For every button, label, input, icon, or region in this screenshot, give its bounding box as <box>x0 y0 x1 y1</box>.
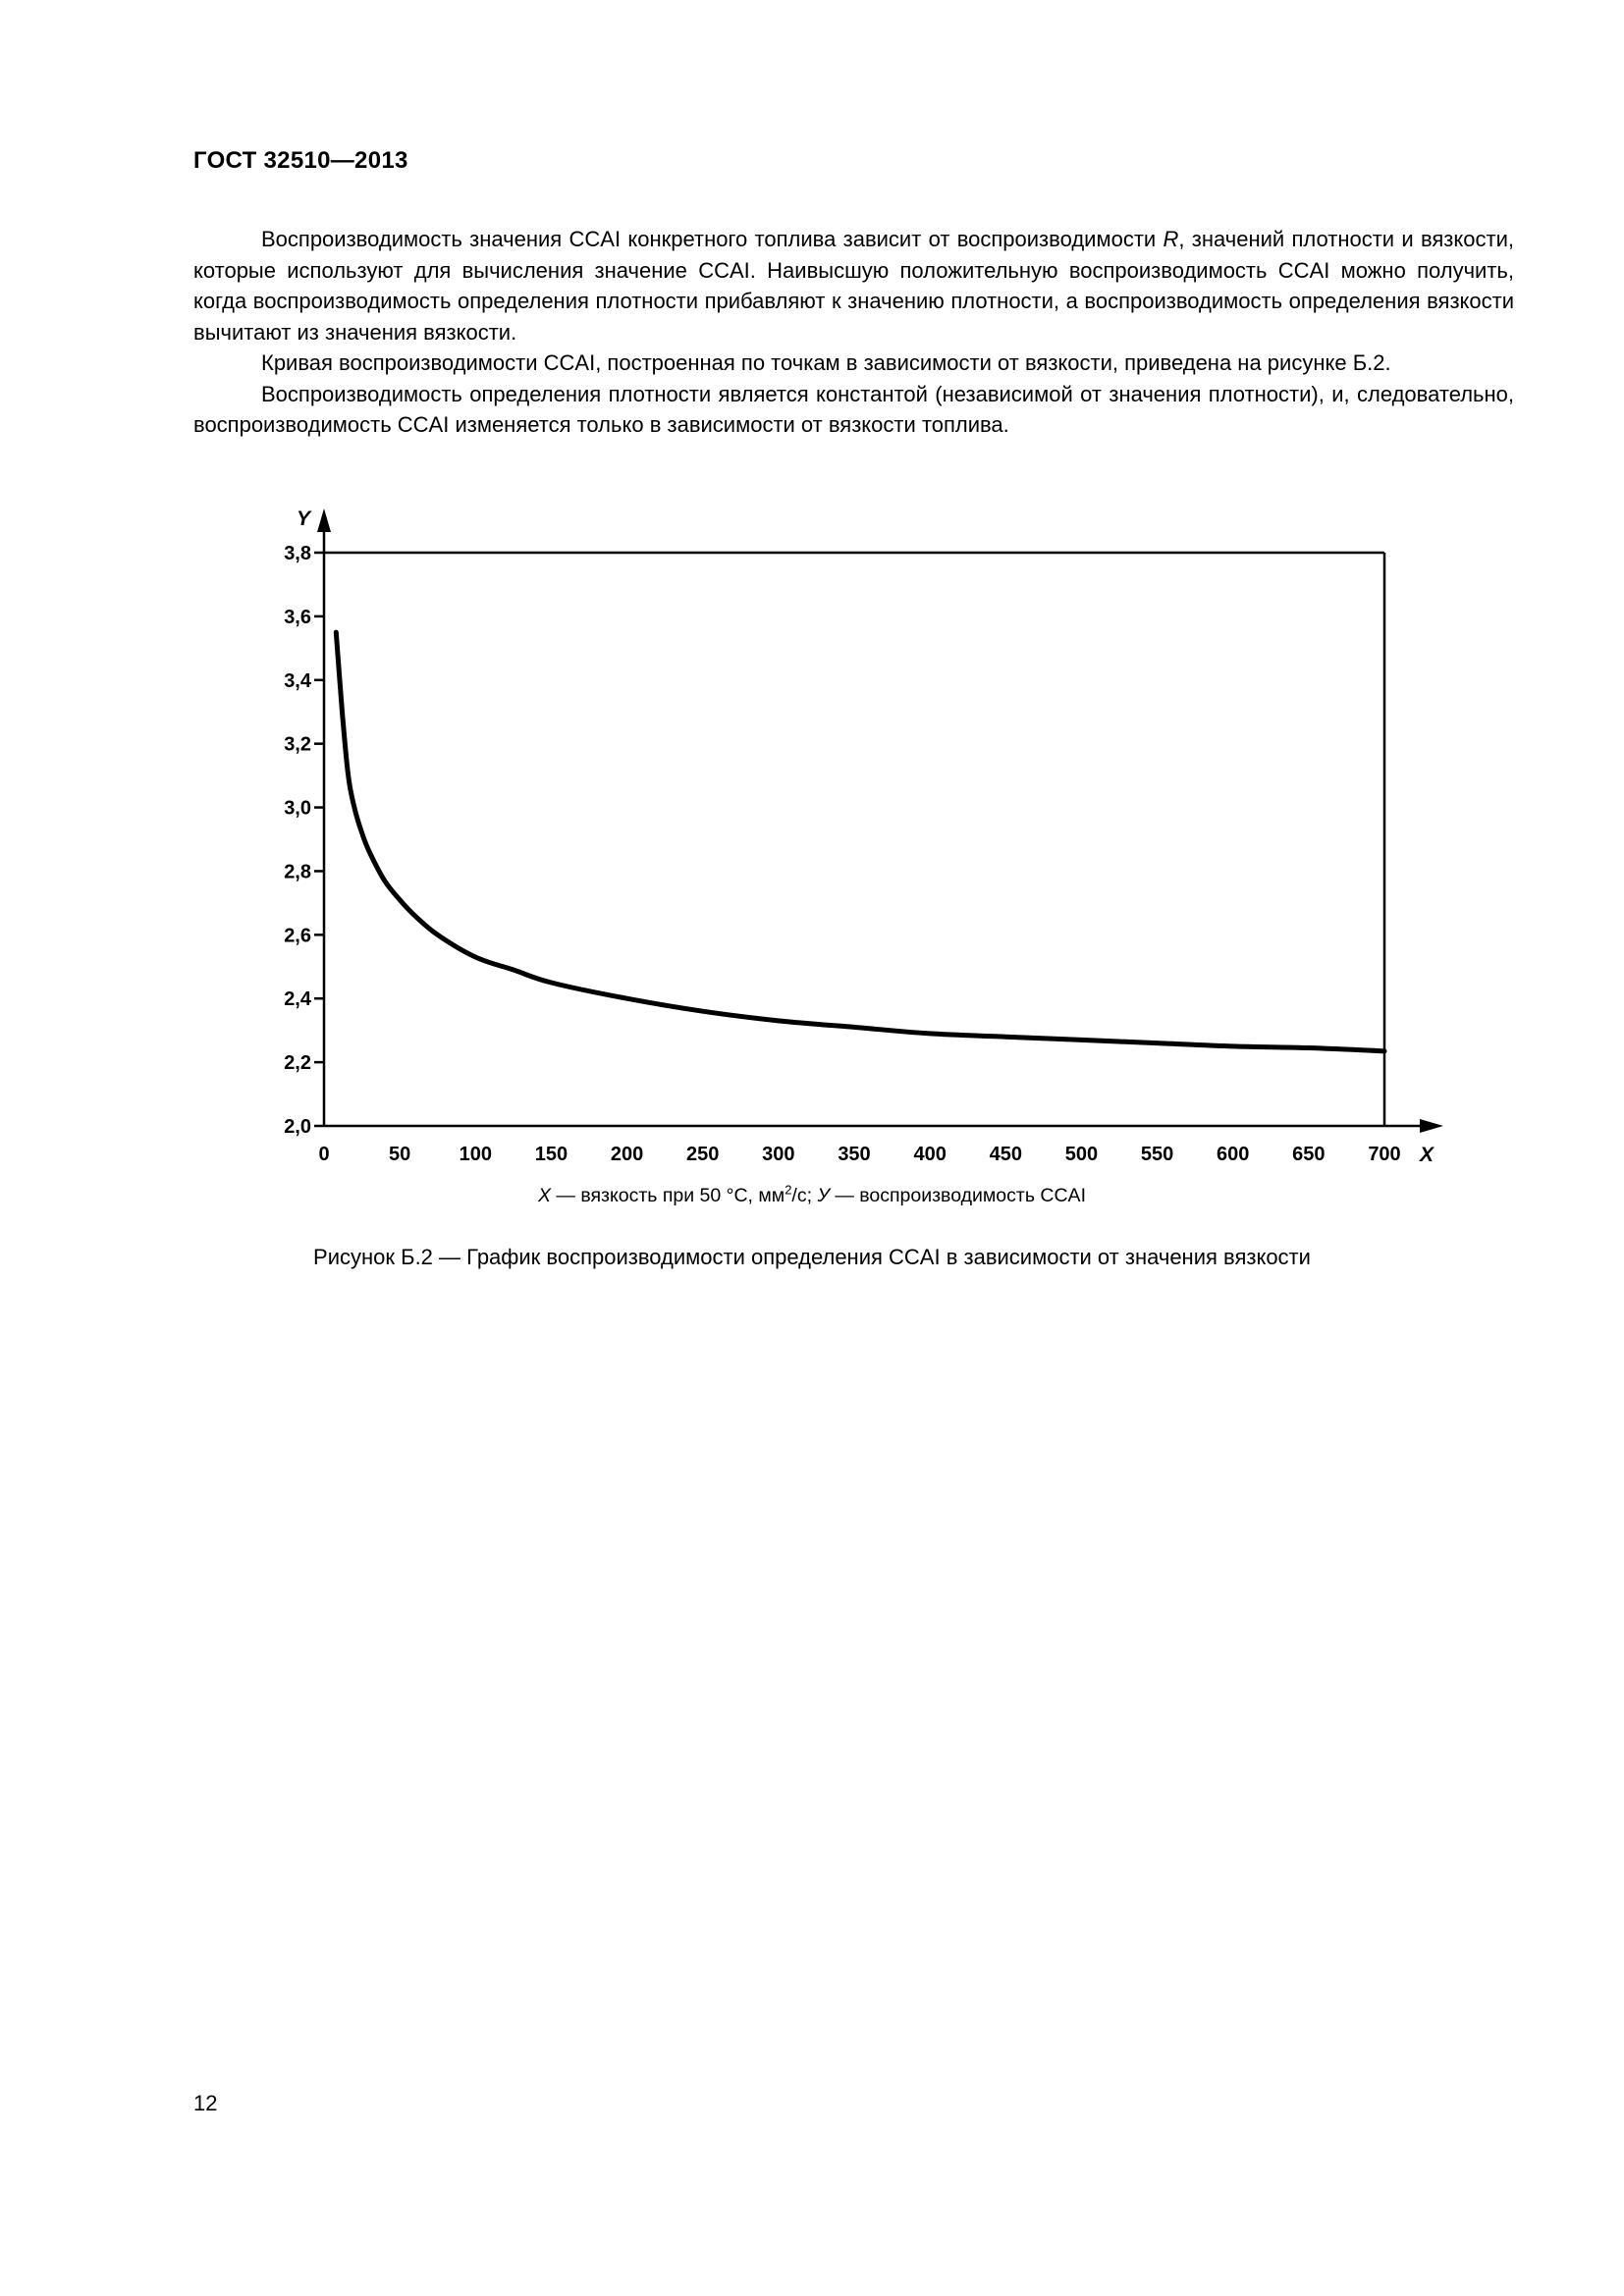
y-tick-label: 3,8 <box>284 543 311 564</box>
x-tick-label: 250 <box>686 1144 720 1165</box>
paragraph-1-part-1: Воспроизводимость значения CCAI конкретного топлива зависит от воспроизводимости <box>261 227 1164 251</box>
x-tick-label: 300 <box>762 1144 795 1165</box>
y-tick-label: 3,4 <box>284 669 311 692</box>
legend-y-description: — воспроизводимость CCAI <box>829 1185 1086 1206</box>
x-tick-label: 600 <box>1217 1144 1250 1165</box>
x-tick-label: 650 <box>1292 1144 1326 1165</box>
figure-caption: Рисунок Б.2 — График воспроизводимости определения CCAI в зависимости от значения вязкости <box>313 1245 1311 1269</box>
page-number: 12 <box>193 2091 218 2115</box>
y-tick-label: 2,6 <box>284 925 311 947</box>
y-tick-label: 3,6 <box>284 606 311 628</box>
paragraph-1-part-2: , значений плотности и вязкости, которые используют для вычисления значение CCAI. Наивысшую положительную воспроизводимость CCAI можно получить, когда воспроизводимость определения плотности прибавляют к значению плотности, а воспроизводимость определения вязкости вычитают из значения вязкости. <box>193 227 1514 345</box>
legend-x-description: — вязкость при 50 °С, мм <box>551 1185 785 1206</box>
x-tick-label: 200 <box>610 1144 644 1165</box>
x-axis-arrow <box>1420 1119 1443 1133</box>
y-tick-label: 3,2 <box>284 733 311 756</box>
paragraph-2: Кривая воспроизводимости CCAI, построенная по точкам в зависимости от вязкости, приведена на рисунке Б.2. <box>261 350 1391 375</box>
x-axis-name: X <box>1419 1144 1435 1166</box>
y-tick-label: 3,0 <box>284 797 311 820</box>
legend-x-unit-tail: /с; <box>791 1185 818 1206</box>
series-line <box>336 632 1384 1051</box>
x-tick-label: 700 <box>1368 1144 1401 1165</box>
y-tick-label: 2,4 <box>284 988 311 1011</box>
paragraph-3: Воспроизводимость определения плотности является константой (независимой от значения плотности), и, следовательно, воспроизводимость CCAI изменяется только в зависимости от вязкости топлива. <box>193 381 1514 437</box>
y-tick-label: 2,2 <box>284 1052 311 1075</box>
x-tick-label: 550 <box>1140 1144 1174 1165</box>
legend-unit-superscript: 2 <box>785 1182 792 1198</box>
legend-y-symbol: У <box>817 1185 830 1206</box>
x-tick-label: 0 <box>318 1144 330 1165</box>
x-tick-label: 350 <box>838 1144 871 1165</box>
x-tick-label: 100 <box>459 1144 492 1165</box>
x-tick-label: 450 <box>989 1144 1022 1165</box>
y-tick-label: 2,8 <box>284 861 311 883</box>
legend-x-symbol: X <box>537 1185 551 1206</box>
paragraph-1-italic: R <box>1163 227 1179 251</box>
y-tick-label: 2,0 <box>284 1116 311 1138</box>
y-axis-arrow <box>317 508 331 532</box>
document-header: ГОСТ 32510—2013 <box>193 147 408 174</box>
x-tick-label: 150 <box>534 1144 568 1165</box>
x-tick-label: 500 <box>1064 1144 1099 1165</box>
x-tick-label: 50 <box>389 1144 411 1165</box>
y-axis-name: Y <box>296 507 311 530</box>
x-tick-label: 400 <box>913 1144 947 1165</box>
chart-legend <box>0 1182 1624 1207</box>
